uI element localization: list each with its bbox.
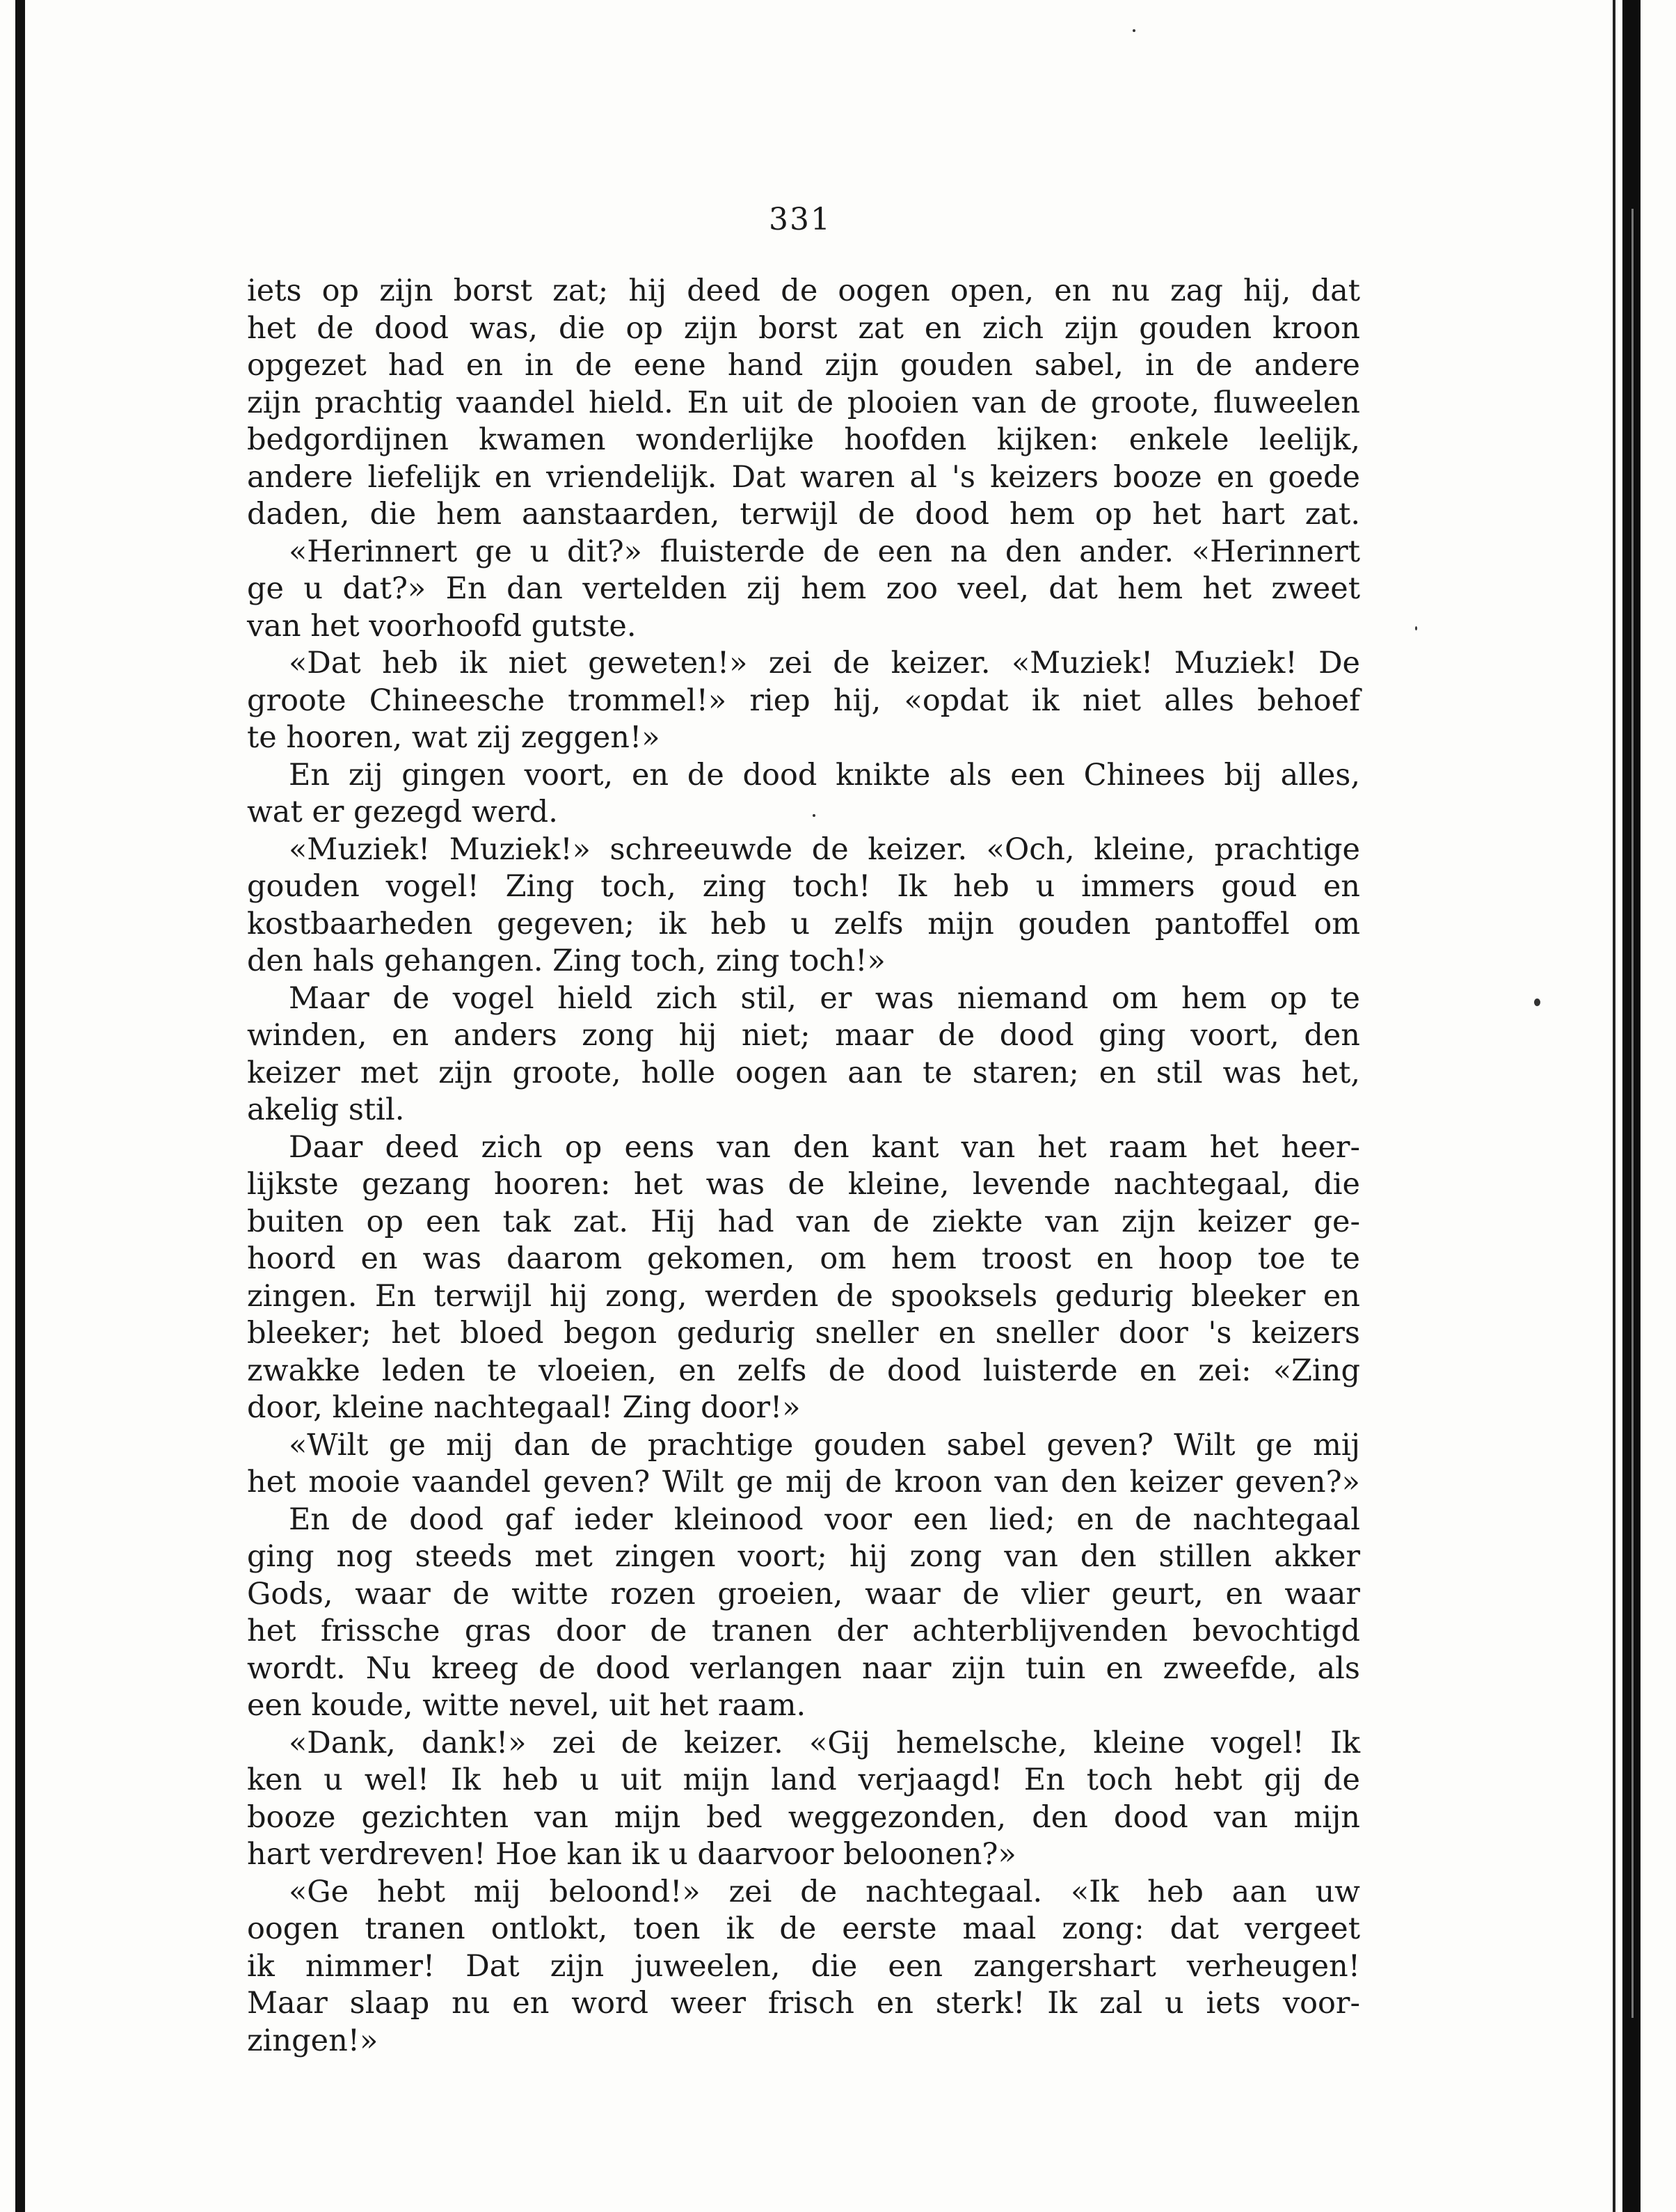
text-line: zijn prachtig vaandel hield. En uit de plooien van de groote, fluweelen <box>247 385 1360 420</box>
text-line: «Dank, dank!» zei de keizer. «Gij hemelsche, kleine vogel! Ik <box>289 1725 1360 1760</box>
text-line: akelig stil. <box>247 1092 405 1127</box>
text-line: bleeker; het bloed begon gedurig sneller en sneller door 's keizers <box>247 1316 1360 1351</box>
text-line: keizer met zijn groote, holle oogen aan te staren; en stil was het, <box>247 1055 1360 1090</box>
text-line: booze gezichten van mijn bed weggezonden, den dood van mijn <box>247 1799 1360 1835</box>
text-line: opgezet had en in de eene hand zijn gouden sabel, in de andere <box>247 348 1360 383</box>
scan-speck <box>1415 626 1417 630</box>
scan-edge-left <box>15 0 25 2212</box>
text-line: wat er gezegd werd. <box>247 795 558 829</box>
text-line: ge u dat?» En dan vertelden zij hem zoo veel, dat hem het zweet <box>247 571 1360 606</box>
text-line: winden, en anders zong hij niet; maar de dood ging voort, den <box>247 1018 1360 1053</box>
text-line: zingen!» <box>247 2023 378 2058</box>
text-line: daden, die hem aanstaarden, terwijl de dood hem op het hart zat. <box>247 497 1360 532</box>
text-line: «Muziek! Muziek!» schreeuwde de keizer. «Och, kleine, prachtige <box>289 832 1360 867</box>
text-line: Gods, waar de witte rozen groeien, waar de vlier geurt, en waar <box>247 1576 1360 1612</box>
text-line: het frissche gras door de tranen der achterblijvenden bevochtigd <box>247 1614 1360 1648</box>
text-line: «Dat heb ik niet geweten!» zei de keizer. «Muziek! Muziek! De <box>289 646 1360 681</box>
text-line: oogen tranen ontlokt, toen ik de eerste maal zong: dat vergeet <box>247 1911 1360 1946</box>
scan-edge-right-gap <box>1631 209 1634 2018</box>
text-line: iets op zijn borst zat; hij deed de oogen open, en nu zag hij, dat <box>247 273 1360 308</box>
text-line: zingen. En terwijl hij zong, werden de spooksels gedurig bleeker en <box>247 1278 1360 1314</box>
text-line: het de dood was, die op zijn borst zat en zich zijn gouden kroon <box>247 310 1360 346</box>
text-line: het mooie vaandel geven? Wilt ge mij de kroon van den keizer geven?» <box>247 1465 1360 1499</box>
text-line: hart verdreven! Hoe kan ik u daarvoor beloonen?» <box>247 1837 1016 1872</box>
text-line: «Herinnert ge u dit?» fluisterde de een na den ander. «Herinnert <box>289 534 1360 569</box>
scan-speck <box>1133 29 1135 32</box>
text-line: groote Chineesche trommel!» riep hij, «opdat ik niet alles behoef <box>247 683 1360 718</box>
text-line: Maar de vogel hield zich stil, er was niemand om hem op te <box>289 980 1360 1016</box>
text-line: wordt. Nu kreeg de dood verlangen naar zijn tuin en zweefde, als <box>247 1650 1360 1686</box>
text-line: «Ge hebt mij beloond!» zei de nachtegaal. «Ik heb aan uw <box>289 1874 1360 1909</box>
scan-speck <box>1534 998 1540 1006</box>
text-line: «Wilt ge mij dan de prachtige gouden sabel geven? Wilt ge mij <box>289 1427 1360 1463</box>
text-line: buiten op een tak zat. Hij had van de ziekte van zijn keizer ge- <box>247 1204 1360 1239</box>
text-line: den hals gehangen. Zing toch, zing toch!» <box>247 944 886 978</box>
text-line: Maar slaap nu en word weer frisch en sterk! Ik zal u iets voor- <box>247 1986 1360 2021</box>
text-line: Daar deed zich op eens van den kant van het raam het heer- <box>289 1129 1360 1165</box>
text-line: lijkste gezang hooren: het was de kleine, levende nachtegaal, die <box>247 1167 1360 1202</box>
text-line: te hooren, wat zij zeggen!» <box>247 720 660 755</box>
text-line: ken u wel! Ik heb u uit mijn land verjaagd! En toch hebt gij de <box>247 1763 1360 1797</box>
text-line: bedgordijnen kwamen wonderlijke hoofden kijken: enkele leelijk, <box>247 422 1360 457</box>
scan-edge-right-thin <box>1613 0 1615 2212</box>
text-line: hoord en was daarom gekomen, om hem troost en hoop toe te <box>247 1241 1360 1276</box>
text-line: een koude, witte nevel, uit het raam. <box>247 1688 806 1723</box>
text-line: andere liefelijk en vriendelijk. Dat waren al 's keizers booze en goede <box>247 459 1360 495</box>
text-line: En zij gingen voort, en de dood knikte als een Chinees bij alles, <box>289 757 1360 793</box>
text-line: ik nimmer! Dat zijn juweelen, die een zangershart verheugen! <box>247 1948 1360 1984</box>
text-line: van het voorhoofd gutste. <box>247 608 637 644</box>
text-line: En de dood gaf ieder kleinood voor een lied; en de nachtegaal <box>289 1502 1360 1537</box>
text-line: gouden vogel! Zing toch, zing toch! Ik heb u immers goud en <box>247 869 1360 904</box>
text-line: kostbaarheden gegeven; ik heb u zelfs mijn gouden pantoffel om <box>247 906 1360 941</box>
page-number: 331 <box>769 202 831 237</box>
text-line: ging nog steeds met zingen voort; hij zong van den stillen akker <box>247 1539 1360 1574</box>
text-line: zwakke leden te vloeien, en zelfs de dood luisterde en zei: «Zing <box>247 1353 1360 1388</box>
text-line: door, kleine nachtegaal! Zing door!» <box>247 1390 801 1425</box>
body-text <box>247 273 1360 2060</box>
